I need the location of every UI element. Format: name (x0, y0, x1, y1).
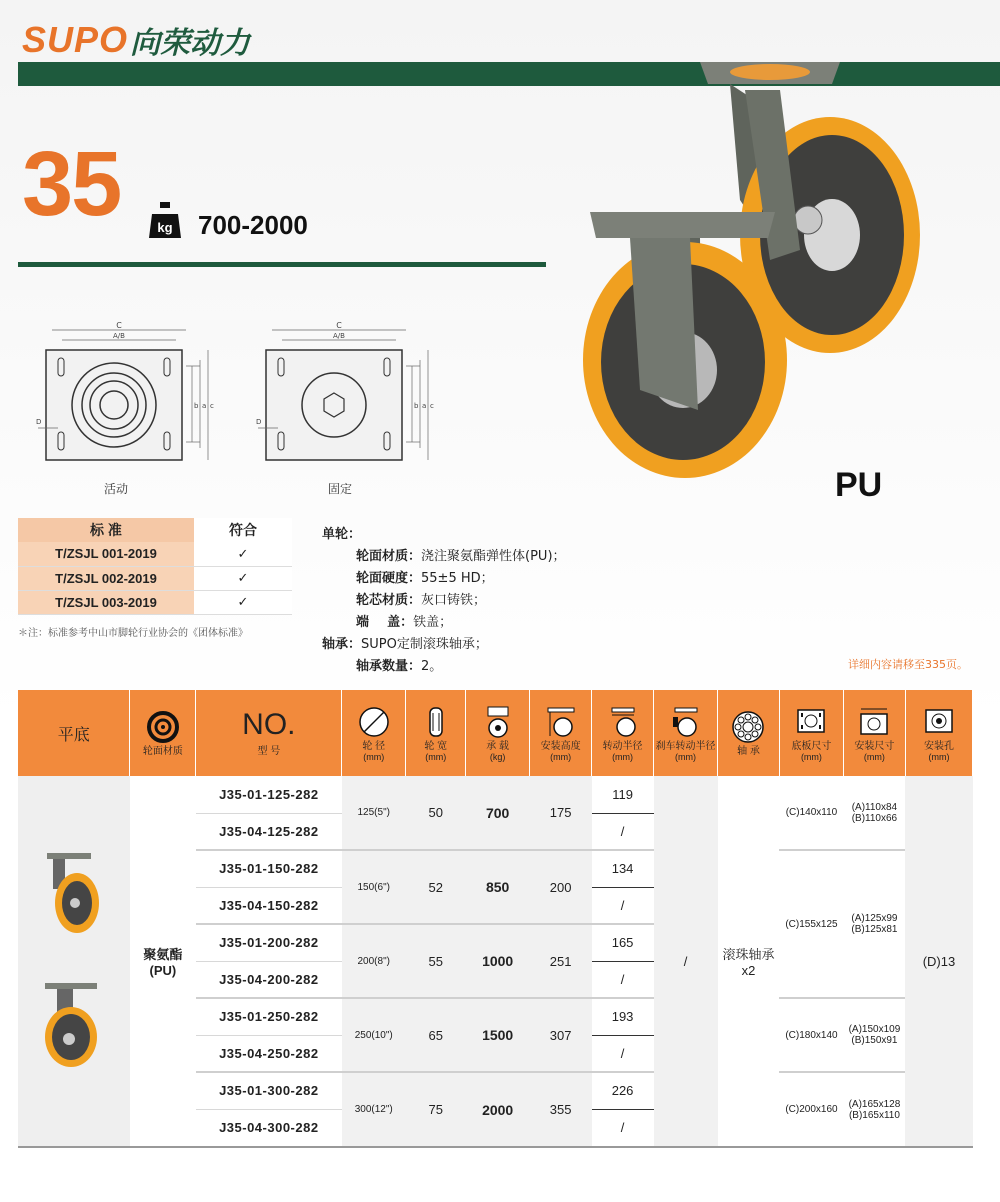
swivel-radius: / (592, 1109, 654, 1146)
model-number: J35-01-250-282 (196, 998, 342, 1035)
swivel-radius: / (592, 961, 654, 998)
swivel-radius: 226 (592, 1072, 654, 1109)
mount-icon (857, 705, 891, 739)
spec-value: SUPO定制滚珠轴承； (361, 637, 488, 652)
model-number: J35-01-200-282 (196, 924, 342, 961)
svg-text:A/B: A/B (113, 332, 125, 340)
brand-latin: SUPO (22, 19, 129, 60)
bottom-rule (18, 1146, 973, 1148)
header-plate: 底板尺寸 (mm) (779, 690, 843, 776)
spec-value: 灰口铸铁； (421, 593, 487, 608)
wheel-width: 75 (406, 1072, 466, 1146)
spec-key: 轴承： (322, 637, 362, 652)
header-tread: 轮面材质 (130, 690, 196, 776)
spec-value: 55±5 HD； (421, 571, 494, 586)
spec-key: 轴承数量： (356, 659, 422, 674)
model-number: J35-01-125-282 (196, 776, 342, 813)
header-hole: 安装孔 (mm) (905, 690, 972, 776)
model-number: J35-04-250-282 (196, 1035, 342, 1072)
swivel-radius-icon (606, 705, 640, 739)
swivel-radius: 119 (592, 776, 654, 813)
height-icon (544, 705, 578, 739)
svg-text:D: D (36, 418, 42, 426)
mount-size: (A)165x128 (B)165x110 (843, 1072, 905, 1146)
tread-material: 聚氨酯 (PU) (130, 776, 196, 1146)
diameter-icon (357, 705, 391, 739)
check-icon: ✓ (194, 590, 292, 614)
wheel-width: 55 (406, 924, 466, 998)
svg-text:D: D (256, 418, 262, 426)
model-number: J35-04-125-282 (196, 813, 342, 850)
series-number: 35 (22, 133, 121, 235)
load-range: 700-2000 (198, 210, 308, 240)
header-brake-radius: 刹车转动半径 (mm) (654, 690, 718, 776)
spec-key: 轮面硬度： (356, 571, 422, 586)
table-row (18, 776, 973, 813)
swivel-caster-thumb (39, 851, 109, 941)
plate-size: (C)200x160 (779, 1072, 843, 1146)
standard-code: T/ZSJL 002-2019 (18, 566, 194, 590)
wheel-diameter: 200(8") (342, 924, 406, 998)
model-number: J35-01-300-282 (196, 1072, 342, 1109)
plate-size: (C)180x140 (779, 998, 843, 1072)
load-capacity: 1000 (466, 924, 530, 998)
model-number: J35-04-200-282 (196, 961, 342, 998)
swivel-label: 活动 (104, 482, 129, 496)
header-flat: 平底 (18, 690, 130, 776)
svg-text:a: a (202, 402, 207, 410)
brake-radius: / (683, 953, 688, 969)
wheel-diameter: 250(10") (342, 998, 406, 1072)
mount-hole: (D)13 (922, 953, 956, 969)
wheel-width: 65 (406, 998, 466, 1072)
check-icon: ✓ (194, 542, 292, 566)
header-bearing: 轴 承 (718, 690, 780, 776)
check-icon: ✓ (194, 566, 292, 590)
swivel-radius: / (592, 887, 654, 924)
weight-icon (148, 200, 182, 240)
fixed-caster-thumb (39, 981, 109, 1071)
wheel-width: 52 (406, 850, 466, 924)
section-bar (18, 262, 546, 267)
spec-table (18, 690, 973, 1147)
model-number: J35-04-150-282 (196, 887, 342, 924)
plate-icon (794, 705, 828, 739)
mount-height: 307 (530, 998, 592, 1072)
swivel-plate-drawing (36, 320, 236, 470)
model-number: J35-01-150-282 (196, 850, 342, 887)
comply-header: 符合 (194, 518, 292, 542)
product-thumbs (18, 776, 130, 1146)
spec-value: 浇注聚氨酯弹性体(PU)； (421, 549, 566, 564)
header-width: 轮 宽 (mm) (406, 690, 466, 776)
svg-text:a: a (422, 402, 427, 410)
wheel-diameter: 300(12") (342, 1072, 406, 1146)
header-height: 安装高度 (mm) (530, 690, 592, 776)
mount-height: 355 (530, 1072, 592, 1146)
wheel-diameter: 125(5") (357, 807, 390, 818)
spec-value: 2。 (421, 659, 443, 674)
spec-list (322, 524, 566, 678)
load-icon (481, 705, 515, 739)
mount-height: 200 (530, 850, 592, 924)
svg-text:c: c (210, 402, 214, 410)
spec-value: 铁盖； (413, 615, 453, 630)
wheel-width: 50 (428, 805, 443, 820)
header-swivel-radius: 转动半径 (mm) (592, 690, 654, 776)
standards-note: ＊注：标准参考中山市脚轮行业协会的《团体标准》 (18, 628, 248, 639)
mount-height: 251 (530, 924, 592, 998)
load-capacity: 850 (466, 850, 530, 924)
standard-code: T/ZSJL 003-2019 (18, 590, 194, 614)
standards-header: 标 准 (18, 518, 194, 542)
mount-height: 175 (549, 805, 572, 820)
svg-text:b: b (414, 402, 419, 410)
plate-size: (C)140x110 (779, 776, 843, 850)
brand-logo (22, 18, 250, 62)
swivel-radius: / (592, 1035, 654, 1072)
header-mount: 安装尺寸 (mm) (843, 690, 905, 776)
svg-text:C: C (116, 321, 122, 330)
svg-text:c: c (430, 402, 434, 410)
width-icon (419, 705, 453, 739)
svg-text:A/B: A/B (333, 332, 345, 340)
standards-table (18, 518, 292, 615)
weight-unit: kg (157, 220, 173, 235)
material-tag: PU (835, 466, 883, 504)
standards-row (18, 590, 292, 614)
header-model: NO. 型 号 (196, 690, 342, 776)
standard-code: T/ZSJL 001-2019 (18, 542, 194, 566)
load-capacity: 2000 (466, 1072, 530, 1146)
bearing-type: 滚珠轴承 x2 (718, 776, 780, 1146)
bearing-icon (731, 710, 765, 744)
load-capacity: 700 (485, 804, 510, 821)
plate-size: (C)155x125 (779, 850, 843, 998)
model-number: J35-04-300-282 (196, 1109, 342, 1146)
swivel-radius: 134 (592, 850, 654, 887)
wheel-title: 单轮： (322, 527, 362, 542)
caster-product-image (570, 50, 930, 490)
swivel-radius: 165 (592, 924, 654, 961)
mount-size: (A)125x99 (B)125x81 (843, 850, 905, 998)
spec-key: 端 盖： (356, 615, 414, 630)
standards-row (18, 542, 292, 566)
load-capacity: 1500 (466, 998, 530, 1072)
mount-size: (A)150x109 (B)150x91 (843, 998, 905, 1072)
header-diameter: 轮 径 (mm) (342, 690, 406, 776)
fixed-label: 固定 (328, 482, 353, 496)
swivel-radius: 193 (592, 998, 654, 1035)
wheel-diameter: 150(6") (342, 850, 406, 924)
mount-size: (A)110x84 (B)110x66 (843, 776, 905, 850)
svg-text:b: b (194, 402, 199, 410)
spec-key: 轮芯材质： (356, 593, 422, 608)
svg-text:C: C (336, 321, 342, 330)
brand-chinese: 向荣动力 (130, 26, 251, 61)
standards-row (18, 566, 292, 590)
fixed-plate-drawing (256, 320, 456, 470)
tread-icon (146, 710, 180, 744)
spec-key: 轮面材质： (356, 549, 422, 564)
see-page-note: 详细内容请移至335页。 (848, 658, 968, 671)
header-load: 承 载 (kg) (466, 690, 530, 776)
swivel-radius: / (592, 813, 654, 850)
hole-icon (922, 705, 956, 739)
brake-radius-icon (669, 705, 703, 739)
